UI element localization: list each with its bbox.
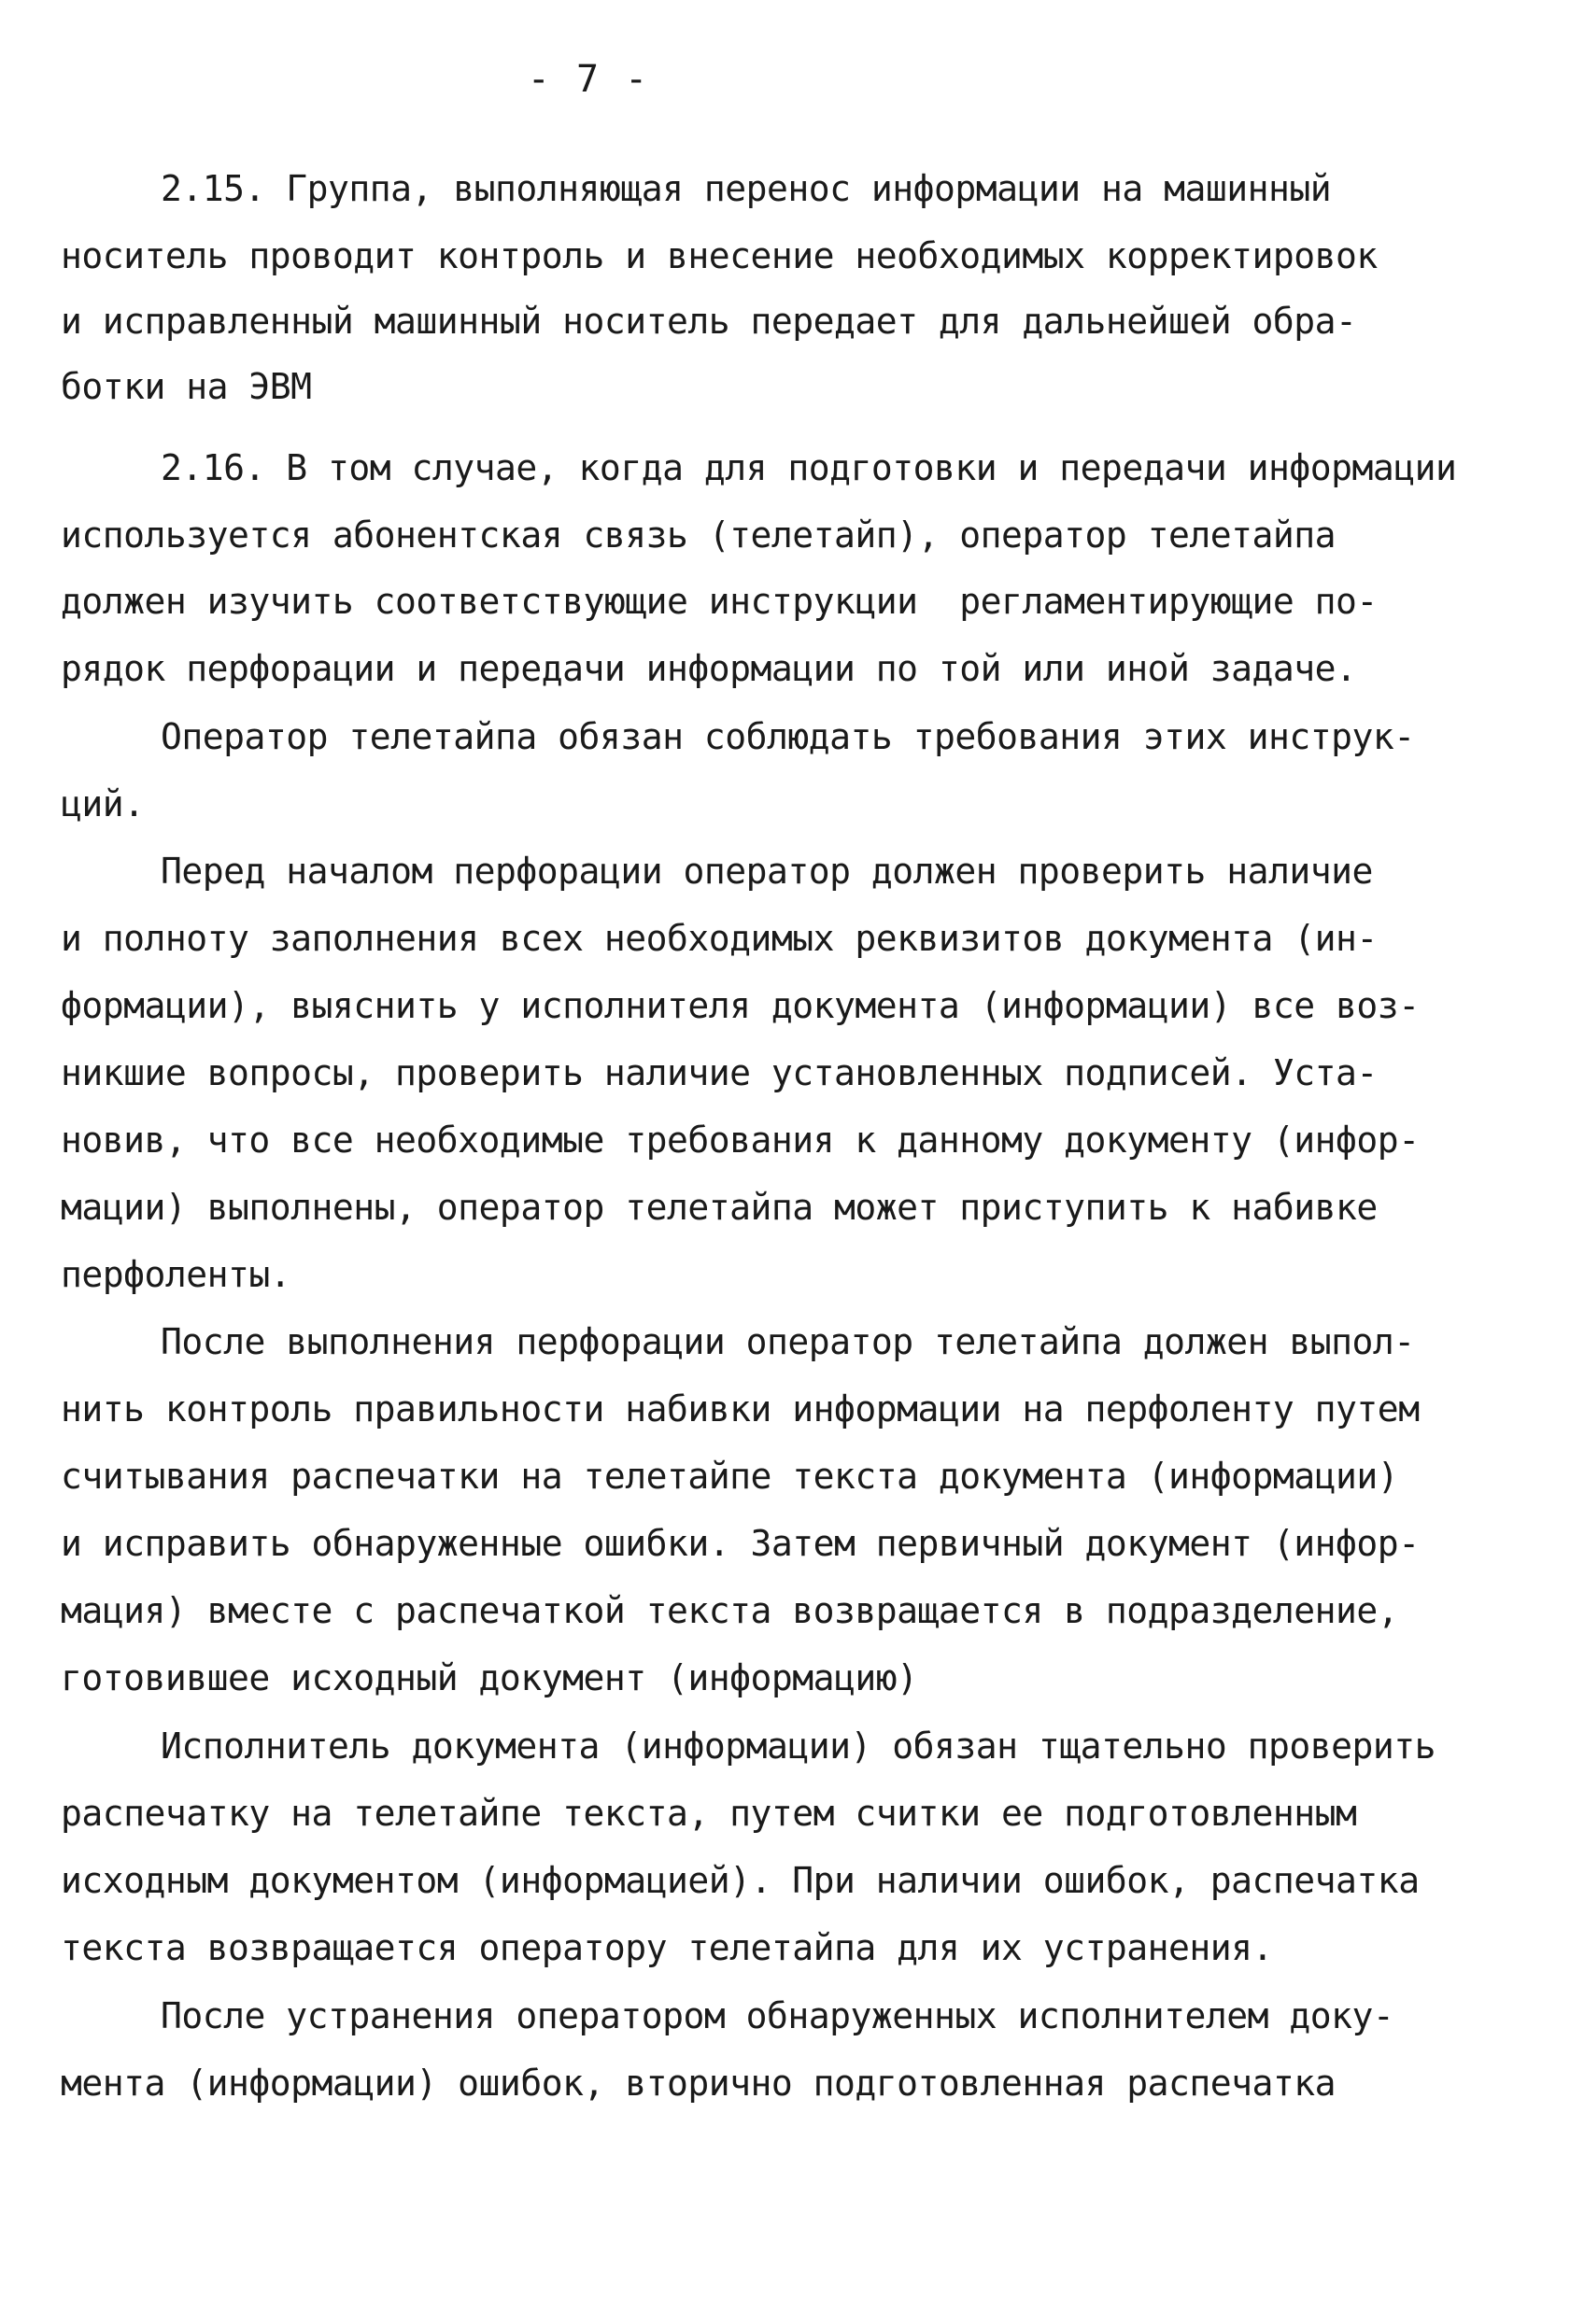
text-line: носитель проводит контроль и внесение необходимых корректировок [61, 235, 1378, 276]
text-line: ботки на ЭВМ [61, 366, 312, 407]
text-line: перфоленты. [61, 1254, 291, 1295]
text-line: распечатку на телетайпе текста, путем считки ее подготовленным [61, 1793, 1357, 1834]
text-line: исходным документом (информацией). При наличии ошибок, распечатка [61, 1860, 1420, 1901]
text-line: нить контроль правильности набивки информации на перфоленту путем [61, 1388, 1420, 1430]
text-line: и исправленный машинный носитель передает для дальнейшей обра- [61, 301, 1357, 342]
text-line: готовившее исходный документ (информацию) [61, 1657, 918, 1698]
text-line: должен изучить соответствующие инструкции регламентирующие по- [61, 581, 1378, 622]
page-number: - 7 - [527, 58, 650, 101]
text-line: Исполнитель документа (информации) обязан тщательно проверить [161, 1725, 1436, 1767]
text-line: мации) выполнены, оператор телетайпа может приступить к набивке [61, 1187, 1378, 1228]
text-line: и полноту заполнения всех необходимых реквизитов документа (ин- [61, 918, 1378, 959]
text-line: и исправить обнаруженные ошибки. Затем первичный документ (инфор- [61, 1523, 1420, 1564]
text-line: Оператор телетайпа обязан соблюдать требования этих инструк- [161, 716, 1415, 757]
text-line: формации), выяснить у исполнителя документа (информации) все воз- [61, 985, 1420, 1026]
text-line: Перед началом перфорации оператор должен проверить наличие [161, 851, 1373, 892]
text-line: считывания распечатки на телетайпе текста документа (информации) [61, 1456, 1399, 1497]
text-line: мация) вместе с распечаткой текста возвращается в подразделение, [61, 1590, 1399, 1631]
text-line: мента (информации) ошибок, вторично подготовленная распечатка [61, 2063, 1337, 2104]
text-line: рядок перфорации и передачи информации по той или иной задаче. [61, 648, 1357, 689]
text-line: 2.16. В том случае, когда для подготовки и передачи информации [161, 447, 1457, 488]
text-line: ций. [61, 783, 145, 824]
text-line: используется абонентская связь (телетайп), оператор телетайпа [61, 514, 1337, 556]
text-line: новив, что все необходимые требования к данному документу (инфор- [61, 1120, 1420, 1161]
text-line: текста возвращается оператору телетайпа для их устранения. [61, 1927, 1273, 1968]
text-line: После выполнения перфорации оператор телетайпа должен выпол- [161, 1321, 1415, 1362]
text-line: никшие вопросы, проверить наличие установленных подписей. Уста- [61, 1052, 1378, 1093]
text-line: После устранения оператором обнаруженных исполнителем доку- [161, 1995, 1394, 2036]
text-line: 2.15. Группа, выполняющая перенос информации на машинный [161, 168, 1332, 209]
